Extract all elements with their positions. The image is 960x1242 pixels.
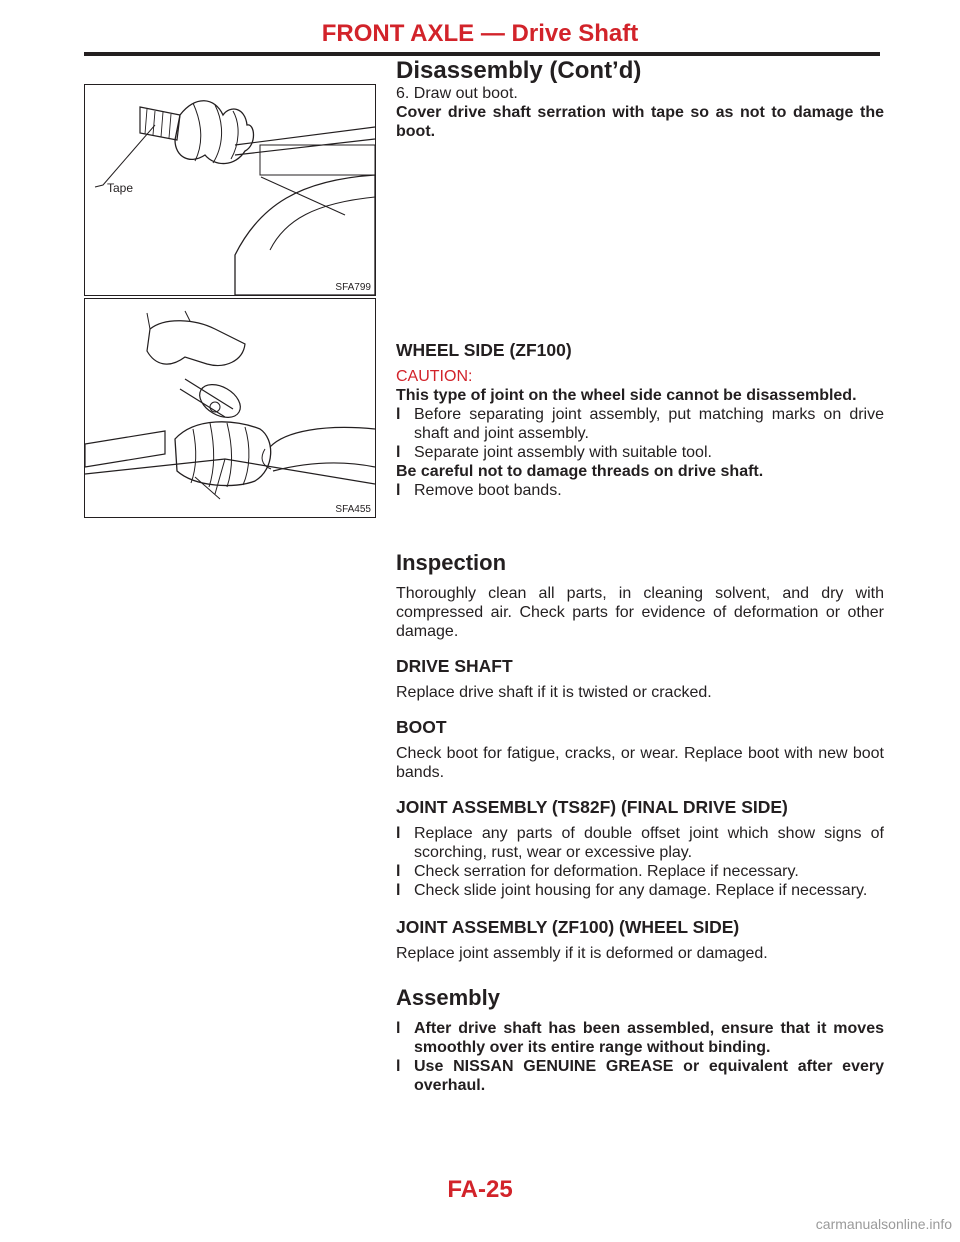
joint-zf100-text: Replace joint assembly if it is deformed or damaged. xyxy=(396,945,768,962)
caution-label: CAUTION: xyxy=(396,368,473,385)
bullet-icon: l xyxy=(396,406,401,423)
wheel-side-bullets-2 xyxy=(396,481,884,500)
inspection-heading: Inspection xyxy=(396,550,507,575)
bullet-icon: l xyxy=(396,444,401,461)
assembly-heading: Assembly xyxy=(396,985,500,1010)
drive-shaft-text: Replace drive shaft if it is twisted or cracked. xyxy=(396,684,712,701)
list-item: l Check serration for deformation. Replace if necessary. xyxy=(396,863,799,880)
bullet-icon: l xyxy=(396,825,401,842)
figure-code: SFA455 xyxy=(335,504,371,515)
page-header-title: FRONT AXLE — Drive Shaft xyxy=(321,20,639,47)
bullet-icon: l xyxy=(396,1058,401,1075)
header-rule xyxy=(84,52,880,56)
list-item: l Use NISSAN GENUINE GREASE or equivalent after every overhaul. xyxy=(396,1058,884,1094)
joint-ts82f-heading: JOINT ASSEMBLY (TS82F) (FINAL DRIVE SIDE) xyxy=(396,797,788,817)
page-content xyxy=(396,84,884,1095)
page-number: FA-25 xyxy=(447,1176,513,1203)
boot-heading: BOOT xyxy=(396,717,447,737)
figure-code: SFA799 xyxy=(335,282,371,293)
step-6-text: 6. Draw out boot. xyxy=(396,85,518,102)
wheel-side-bullets xyxy=(396,405,884,462)
list-item: l Before separating joint assembly, put matching marks on drive shaft and joint assembly. xyxy=(396,406,884,442)
bullet-icon: l xyxy=(396,1020,401,1037)
drive-shaft-heading: DRIVE SHAFT xyxy=(396,656,513,676)
list-item: l Remove boot bands. xyxy=(396,482,562,499)
bullet-icon: l xyxy=(396,863,401,880)
wheel-side-warning: Be careful not to damage threads on drive shaft. xyxy=(396,463,764,480)
list-item: l Separate joint assembly with suitable tool. xyxy=(396,444,712,461)
joint-separation-illustration xyxy=(85,299,375,517)
figure-sfa455 xyxy=(84,298,376,518)
bullet-icon: l xyxy=(396,482,401,499)
assembly-bullets xyxy=(396,1019,884,1095)
section-heading: Disassembly (Cont’d) xyxy=(396,57,642,84)
list-item: l Replace any parts of double offset joint which show signs of scorching, rust, wear or excessive play. xyxy=(396,825,884,861)
boot-text: Check boot for fatigue, cracks, or wear. Replace boot with new boot bands. xyxy=(396,745,884,781)
bullet-icon: l xyxy=(396,882,401,899)
joint-zf100-heading: JOINT ASSEMBLY (ZF100) (WHEEL SIDE) xyxy=(396,917,740,937)
watermark: carmanualsonline.info xyxy=(815,1216,952,1232)
joint-ts82f-bullets xyxy=(396,824,884,900)
list-item: l After drive shaft has been assembled, ensure that it moves smoothly over its entire range without binding. xyxy=(396,1020,884,1056)
tape-label: Tape xyxy=(107,181,134,195)
figure-sfa799 xyxy=(84,84,376,296)
step-6-note: Cover drive shaft serration with tape so as not to damage the boot. xyxy=(396,104,884,140)
inspection-text: Thoroughly clean all parts, in cleaning solvent, and dry with compressed air. Check parts for evidence of deformation or other damage. xyxy=(396,585,884,640)
list-item: l Check slide joint housing for any damage. Replace if necessary. xyxy=(396,882,868,899)
wheel-side-heading: WHEEL SIDE (ZF100) xyxy=(396,340,572,360)
caution-text: This type of joint on the wheel side cannot be disassembled. xyxy=(396,387,857,404)
